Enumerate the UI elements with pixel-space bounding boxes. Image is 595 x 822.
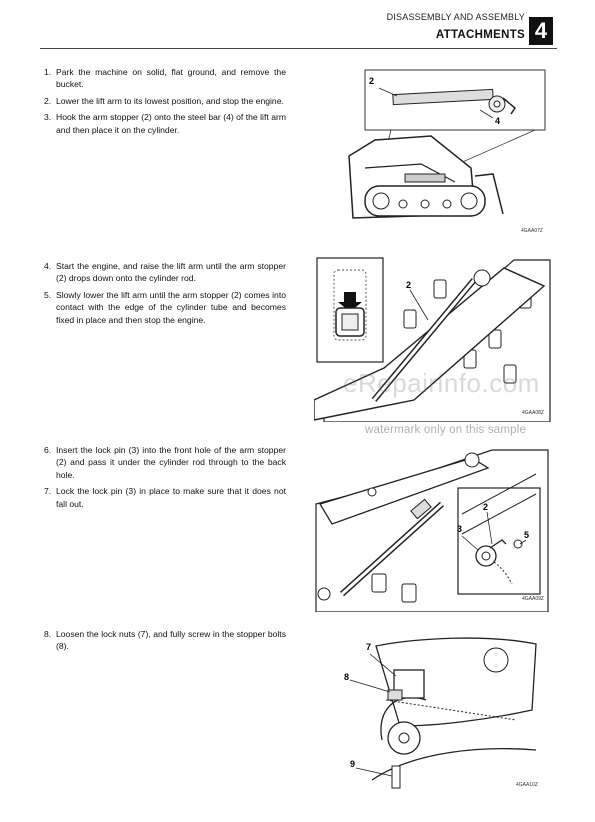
- callout-label: 3: [457, 524, 463, 534]
- step-number: 1.: [44, 67, 52, 77]
- callout-label: 2: [369, 76, 375, 86]
- steps-block-3: [44, 444, 286, 514]
- step-text: Start the engine, and raise the lift arm until the arm stopper (2) drops down onto the cylinder rod.: [56, 261, 286, 284]
- step-item: [44, 111, 286, 136]
- figure-caption: 4GAA09Z: [522, 596, 544, 602]
- steps-block-1: [44, 66, 286, 140]
- illustration-stopper-bolts: [336, 630, 550, 792]
- step-text: Slowly lower the lift arm until the arm stopper (2) comes into contact with the edge of the cylinder tube and becomes fixed in place and then stop the engine.: [56, 289, 286, 325]
- step-number: 8.: [44, 629, 52, 639]
- callout-label: 5: [524, 530, 530, 540]
- steps-block-2: [44, 260, 286, 330]
- step-item: [44, 444, 286, 481]
- step-number: 3.: [44, 112, 52, 123]
- watermark-large: eRepairinfo.com: [343, 368, 540, 398]
- step-number: 2.: [44, 95, 52, 106]
- figure-caption: 4GAA07Z: [521, 228, 543, 234]
- callout-label: 2: [483, 502, 489, 512]
- step-number: 5.: [44, 289, 52, 300]
- watermark-small: watermark only on this sample: [365, 424, 527, 436]
- callout-label: 7: [366, 642, 372, 652]
- figure-caption: 4GAA08Z: [522, 410, 544, 416]
- step-item: [44, 289, 286, 326]
- header-chapter-title: ATTACHMENTS: [435, 29, 525, 41]
- step-number: 7.: [44, 486, 52, 497]
- step-text: Insert the lock pin (3) into the front hole of the arm stopper (2) and pass it under the cylinder rod through to the back hole.: [56, 445, 286, 480]
- figure-arm-stopper-drop: [314, 250, 554, 427]
- step-text: Lock the lock pin (3) in place to make sure that it does not fall out.: [56, 486, 286, 509]
- callout-label: 4: [495, 116, 501, 126]
- steps-block-4: [44, 628, 286, 657]
- step-number: 6.: [44, 445, 52, 455]
- figure-caption: 4GAA10Z: [516, 782, 538, 788]
- step-item: [44, 260, 286, 285]
- header-divider: [40, 48, 557, 49]
- callout-label: 9: [350, 759, 356, 769]
- header-section-title: DISASSEMBLY AND ASSEMBLY: [386, 12, 525, 22]
- step-text: Lower the lift arm to its lowest position, and stop the engine.: [56, 95, 284, 106]
- figure-lock-pin-insert: [312, 444, 552, 617]
- step-item: [44, 66, 286, 91]
- step-item: [44, 95, 286, 107]
- step-item: [44, 628, 286, 653]
- callout-label: 2: [406, 280, 412, 290]
- callout-label: 8: [344, 672, 350, 682]
- chapter-number-badge: 4: [529, 17, 553, 45]
- figure-arm-stopper-hook: [325, 64, 555, 239]
- illustration-lock-pin-insert: [312, 444, 552, 612]
- step-item: [44, 485, 286, 510]
- figure-stopper-bolts: [336, 630, 550, 797]
- step-text: Loosen the lock nuts (7), and fully screw in the stopper bolts (8).: [56, 629, 286, 652]
- step-text: Park the machine on solid, flat ground, and remove the bucket.: [56, 67, 286, 90]
- step-text: Hook the arm stopper (2) onto the steel bar (4) of the lift arm and then place it on the cylinder.: [56, 112, 286, 135]
- step-number: 4.: [44, 261, 52, 271]
- illustration-arm-stopper-hook: [325, 64, 555, 234]
